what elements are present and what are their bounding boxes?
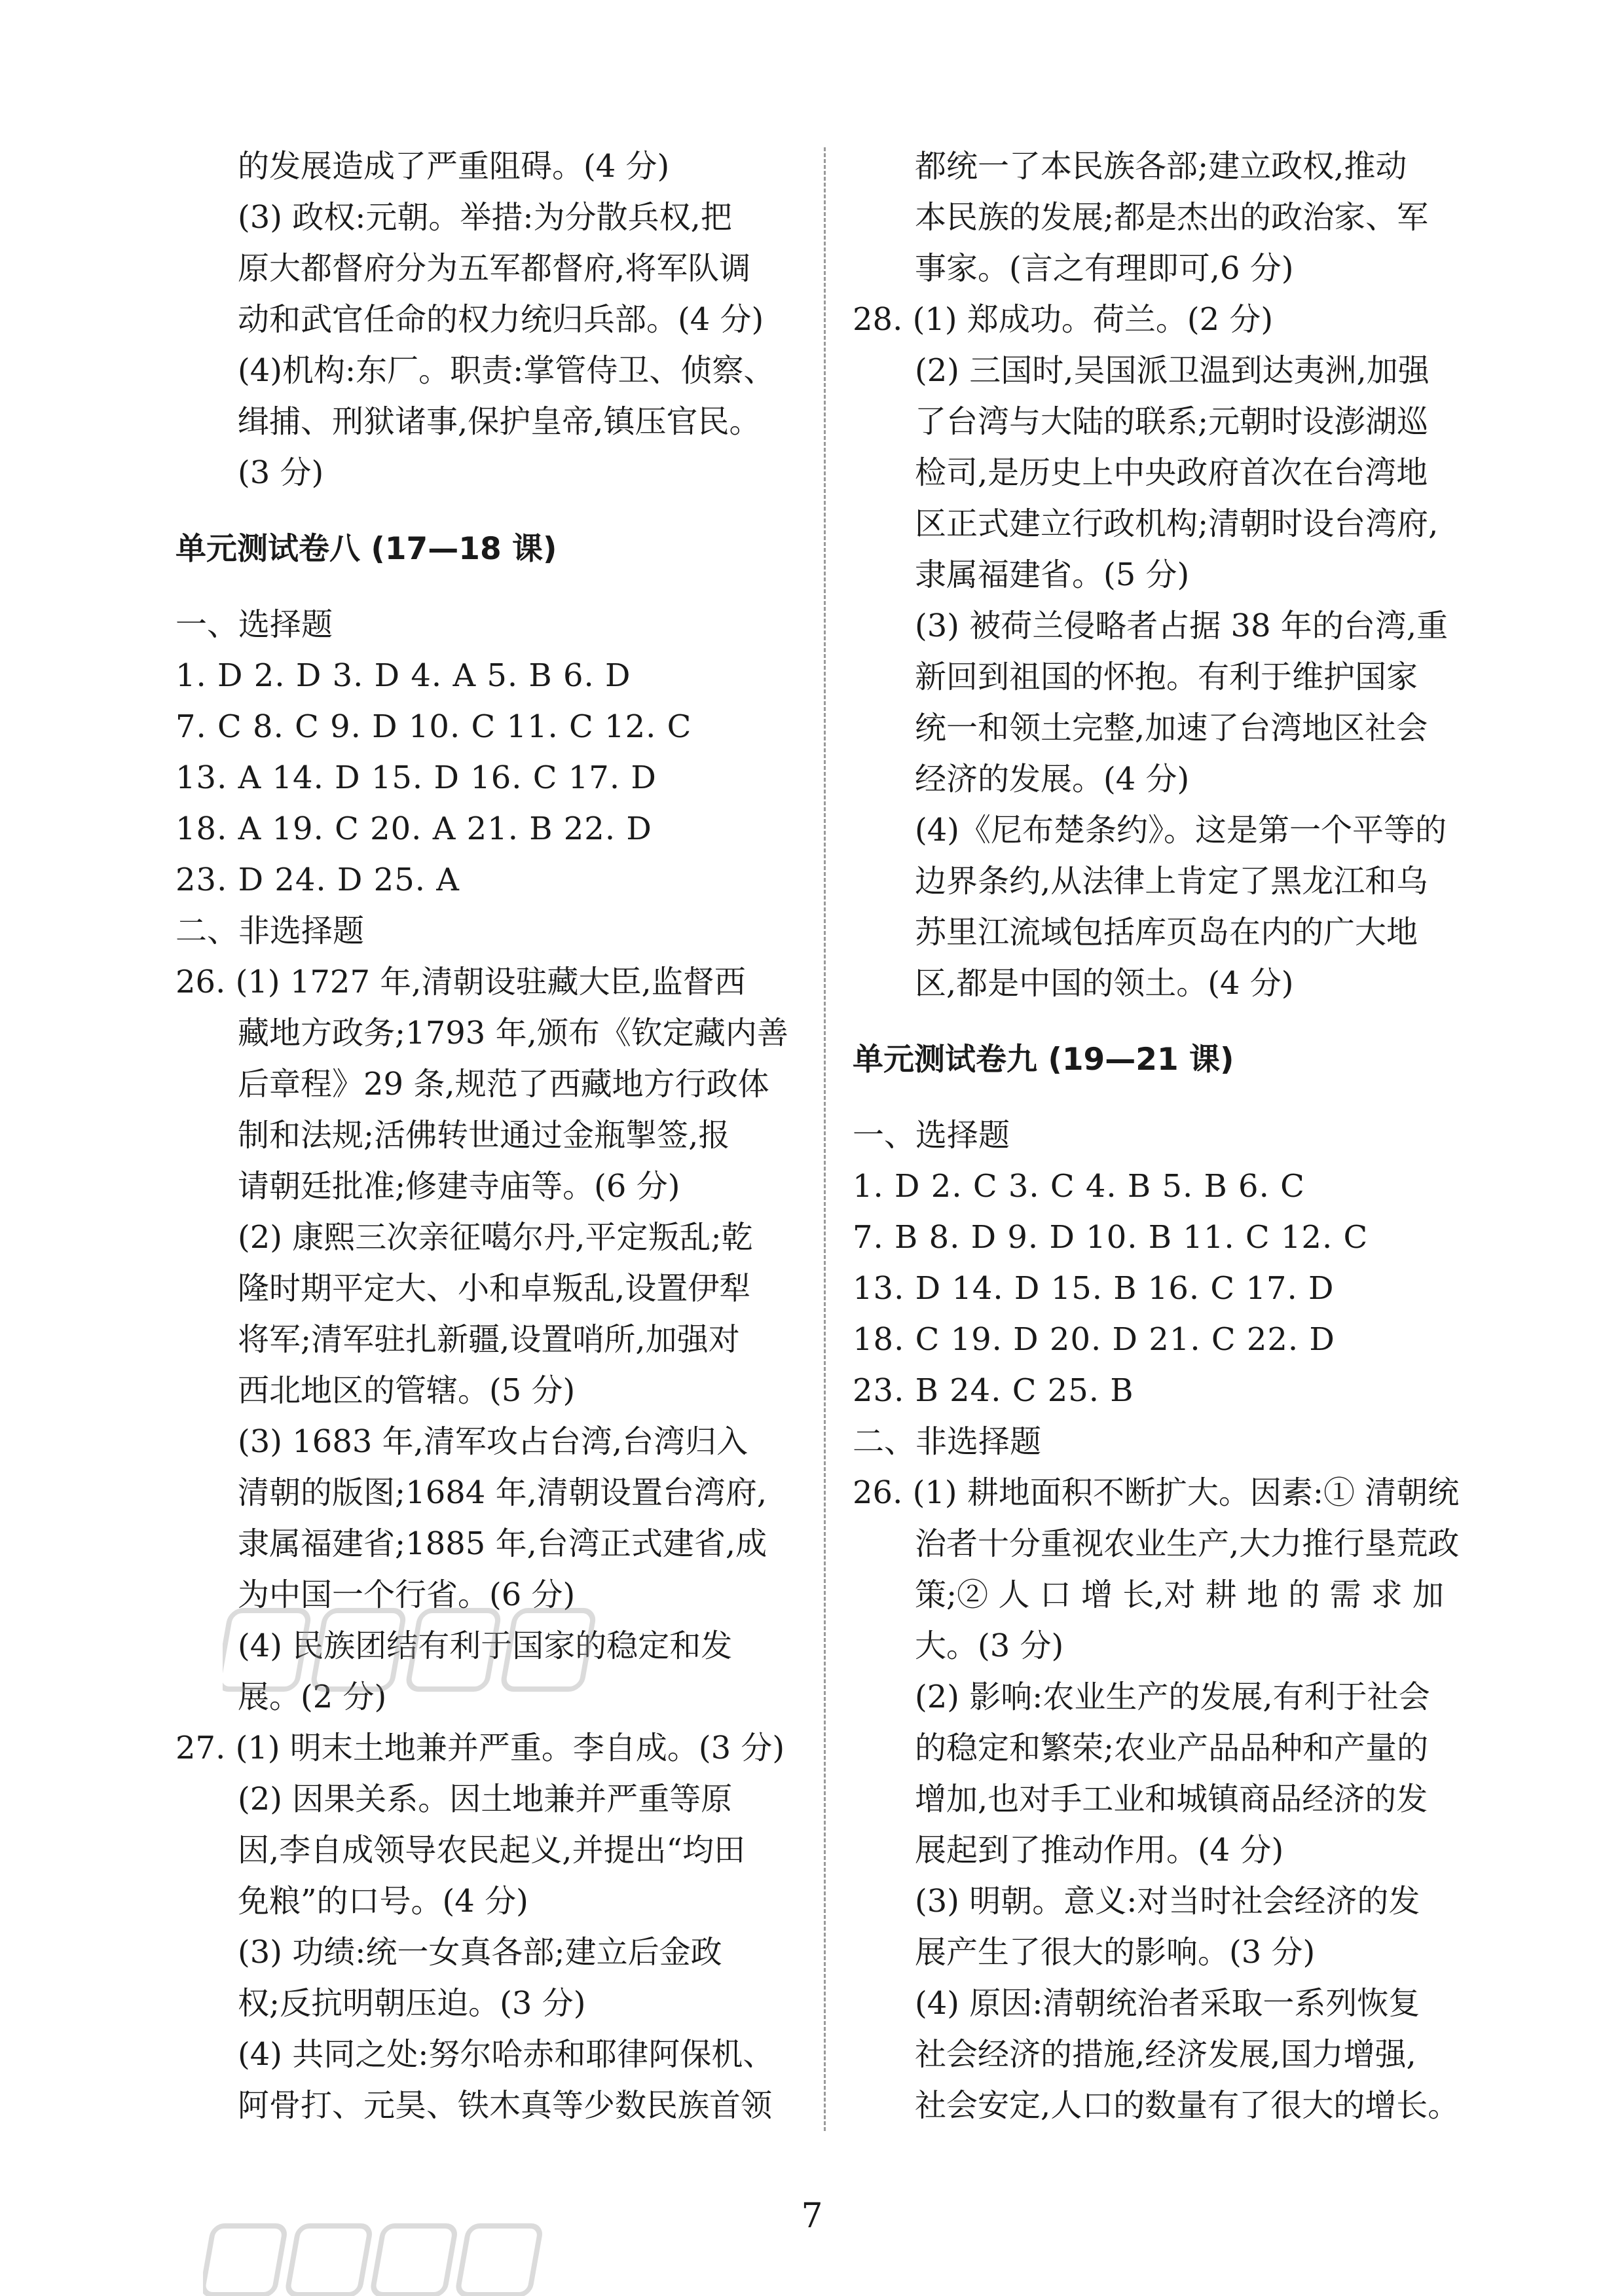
question-27-line: (2) 因果关系。因土地兼并严重等原 [238, 1781, 733, 1817]
question-27-line: (3) 功绩:统一女真各部;建立后金政 [238, 1934, 722, 1971]
text-line: (3) 政权:元朝。举措:为分散兵权,把 [238, 199, 732, 236]
answer-row: 13. D 14. D 15. B 16. C 17. D [853, 1270, 1335, 1307]
question-26-line: 展。(2 分) [238, 1679, 387, 1715]
question-28-line: 苏里江流域包括库页岛在内的广大地 [915, 914, 1418, 951]
text-line: 动和武官任命的权力统归兵部。(4 分) [238, 301, 764, 338]
question-28-line: 区正式建立行政机构;清朝时设台湾府, [915, 505, 1439, 542]
watermark-logo [203, 2213, 570, 2296]
section-title-unit-9: 单元测试卷九 (19—21 课) [853, 1042, 1234, 1078]
question-26-line: 请朝廷批准;修建寺庙等。(6 分) [238, 1168, 680, 1205]
question-28-line: (4)《尼布楚条约》。这是第一个平等的 [915, 812, 1447, 848]
answer-row: 7. B 8. D 9. D 10. B 11. C 12. C [853, 1219, 1369, 1256]
question-26-line: 治者十分重视农业生产,大力推行垦荒政 [915, 1525, 1460, 1562]
text-line: 原大都督府分为五军都督府,将军队调 [238, 250, 751, 287]
question-26-line: 西北地区的管辖。(5 分) [238, 1372, 576, 1409]
text-line: (3 分) [238, 454, 324, 491]
question-28-line: 了台湾与大陆的联系;元朝时设澎湖巡 [915, 403, 1429, 440]
text-line: 缉捕、刑狱诸事,保护皇帝,镇压官民。 [238, 403, 761, 440]
question-26-line: 展起到了推动作用。(4 分) [915, 1832, 1284, 1868]
question-26-line: (2) 康熙三次亲征噶尔丹,平定叛乱;乾 [238, 1219, 753, 1256]
question-28-line: 经济的发展。(4 分) [915, 761, 1190, 797]
watermark-logo [223, 1584, 629, 1715]
choice-heading: 一、选择题 [175, 606, 333, 643]
text-line: 的发展造成了严重阻碍。(4 分) [238, 148, 670, 185]
question-26-line: 制和法规;活佛转世通过金瓶掣签,报 [238, 1117, 730, 1154]
question-26-line: (3) 明朝。意义:对当时社会经济的发 [915, 1883, 1420, 1920]
question-26-line: 展产生了很大的影响。(3 分) [915, 1934, 1316, 1971]
nonchoice-heading: 二、非选择题 [853, 1423, 1042, 1460]
answer-row: 7. C 8. C 9. D 10. C 11. C 12. C [175, 708, 692, 745]
question-28-line: 区,都是中国的领土。(4 分) [915, 965, 1294, 1002]
answer-row: 1. D 2. C 3. C 4. B 5. B 6. C [853, 1168, 1305, 1205]
question-27-line: 27. (1) 明末土地兼并严重。李自成。(3 分) [175, 1730, 785, 1766]
question-27-line: 都统一了本民族各部;建立政权,推动 [915, 148, 1407, 185]
question-26-line: 隆时期平定大、小和卓叛乱,设置伊犁 [238, 1270, 751, 1307]
question-27-line: 阿骨打、元昊、铁木真等少数民族首领 [238, 2087, 773, 2124]
answer-row: 23. D 24. D 25. A [175, 862, 460, 898]
page-number: 7 [801, 2196, 823, 2236]
question-27-line: 事家。(言之有理即可,6 分) [915, 250, 1294, 287]
question-26-line: (4) 原因:清朝统治者采取一系列恢复 [915, 1985, 1420, 2022]
question-28-line: 28. (1) 郑成功。荷兰。(2 分) [853, 301, 1274, 338]
question-26-line: 社会经济的措施,经济发展,国力增强, [915, 2036, 1416, 2073]
question-26-line: 的稳定和繁荣;农业产品品种和产量的 [915, 1730, 1429, 1766]
question-26-line: 将军;清军驻扎新疆,设置哨所,加强对 [238, 1321, 740, 1358]
answer-row: 1. D 2. D 3. D 4. A 5. B 6. D [175, 657, 631, 694]
answer-row: 18. A 19. C 20. A 21. B 22. D [175, 811, 652, 847]
nonchoice-heading: 二、非选择题 [175, 913, 365, 949]
section-title-unit-8: 单元测试卷八 (17—18 课) [175, 531, 557, 567]
question-27-line: 因,李自成领导农民起义,并提出“均田 [238, 1832, 746, 1868]
question-26-line: (4) 民族团结有利于国家的稳定和发 [238, 1628, 733, 1664]
question-28-line: 检司,是历史上中央政府首次在台湾地 [915, 454, 1428, 491]
question-26-line: 26. (1) 1727 年,清朝设驻藏大臣,监督西 [175, 964, 746, 1000]
question-26-line: (2) 影响:农业生产的发展,有利于社会 [915, 1679, 1430, 1715]
question-28-line: 新回到祖国的怀抱。有利于维护国家 [915, 659, 1418, 695]
question-26-line: 藏地方政务;1793 年,颁布《钦定藏内善 [238, 1015, 788, 1051]
answer-row: 23. B 24. C 25. B [853, 1372, 1134, 1409]
question-28-line: 隶属福建省。(5 分) [915, 556, 1190, 593]
question-26-line: 26. (1) 耕地面积不断扩大。因素:① 清朝统 [853, 1474, 1460, 1511]
text-line: (4)机构:东厂。职责:掌管侍卫、侦察、 [238, 352, 775, 389]
question-26-line: 大。(3 分) [915, 1628, 1064, 1664]
question-26-line: 社会安定,人口的数量有了很大的增长。 [915, 2087, 1460, 2124]
question-26-line: 隶属福建省;1885 年,台湾正式建省,成 [238, 1525, 767, 1562]
question-26-line: 策;② 人 口 增 长,对 耕 地 的 需 求 加 [915, 1576, 1445, 1613]
choice-heading: 一、选择题 [853, 1117, 1010, 1154]
question-26-line: 清朝的版图;1684 年,清朝设置台湾府, [238, 1474, 767, 1511]
question-27-line: 本民族的发展;都是杰出的政治家、军 [915, 199, 1429, 236]
question-28-line: 边界条约,从法律上肯定了黑龙江和乌 [915, 863, 1428, 900]
question-28-line: 统一和领土完整,加速了台湾地区社会 [915, 710, 1428, 746]
question-26-line: 后章程》29 条,规范了西藏地方行政体 [238, 1066, 769, 1102]
question-28-line: (3) 被荷兰侵略者占据 38 年的台湾,重 [915, 608, 1449, 644]
answer-row: 18. C 19. D 20. D 21. C 22. D [853, 1321, 1335, 1358]
question-27-line: (4) 共同之处:努尔哈赤和耶律阿保机、 [238, 2036, 775, 2073]
question-26-line: 增加,也对手工业和城镇商品经济的发 [915, 1781, 1428, 1817]
question-27-line: 权;反抗明朝压迫。(3 分) [238, 1985, 586, 2022]
question-28-line: (2) 三国时,吴国派卫温到达夷洲,加强 [915, 352, 1430, 389]
answer-row: 13. A 14. D 15. D 16. C 17. D [175, 759, 657, 796]
question-26-line: (3) 1683 年,清军攻占台湾,台湾归入 [238, 1423, 748, 1460]
column-divider [824, 147, 826, 2131]
question-27-line: 免粮”的口号。(4 分) [238, 1883, 528, 1920]
question-26-line: 为中国一个行省。(6 分) [238, 1576, 576, 1613]
